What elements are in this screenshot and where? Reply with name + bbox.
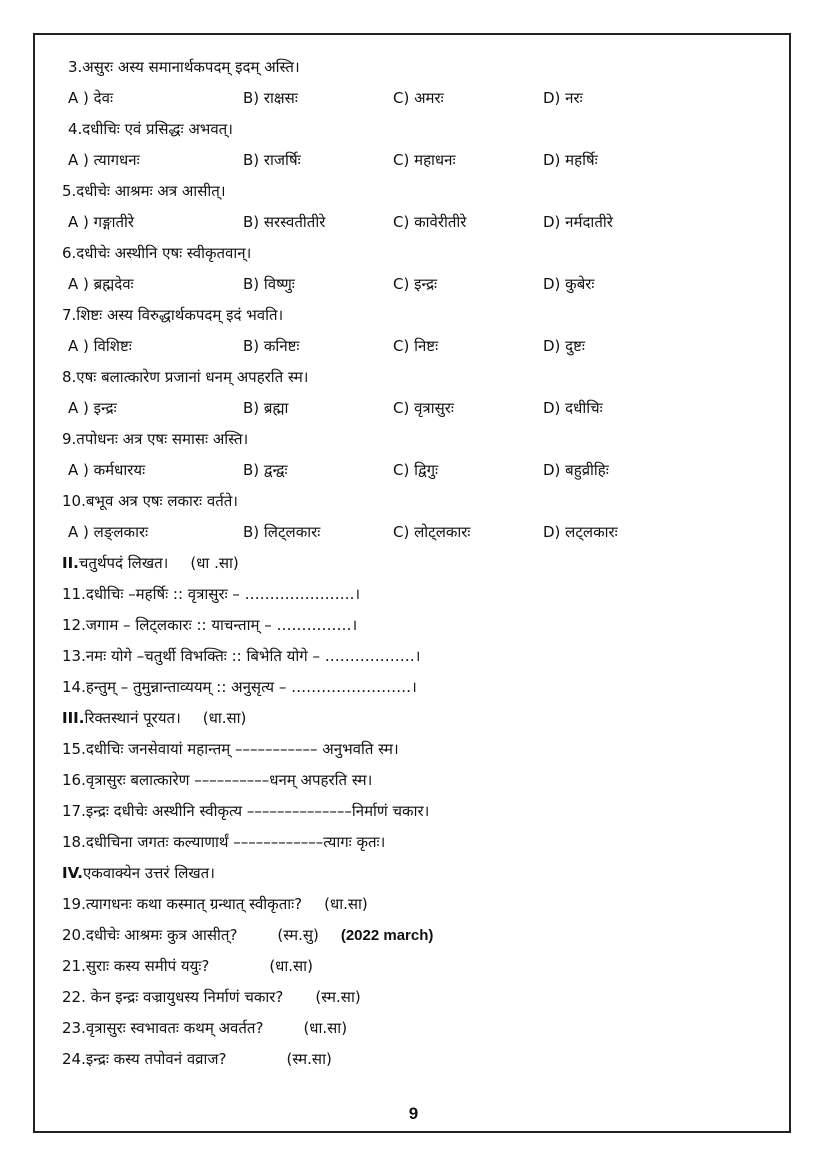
option-a: A ) विशिष्टः bbox=[68, 337, 132, 355]
options-row bbox=[62, 83, 782, 114]
worksheet-content bbox=[62, 52, 782, 1075]
option-b: B) राजर्षिः bbox=[243, 151, 301, 169]
question-3: 3.असुरः अस्य समानार्थकपदम् इदम् अस्ति। bbox=[68, 58, 300, 76]
section-4-label: IV. bbox=[62, 864, 83, 882]
source-tag: (स्म.सु) bbox=[277, 926, 319, 944]
option-c: C) इन्द्रः bbox=[393, 275, 438, 293]
question-21 bbox=[62, 951, 782, 982]
option-c: C) निष्टः bbox=[393, 337, 439, 355]
question-10: 10.बभूव अत्र एषः लकारः वर्तते। bbox=[62, 492, 238, 510]
question-text: 21.सुराः कस्य समीपं ययुः? bbox=[62, 957, 210, 975]
option-d: D) दधीचिः bbox=[543, 399, 603, 417]
option-c: C) लोट्लकारः bbox=[393, 523, 471, 541]
question-7: 7.शिष्टः अस्य विरुद्धार्थकपदम् इदं भवति। bbox=[62, 306, 284, 324]
option-a: A ) इन्द्रः bbox=[68, 399, 117, 417]
question-text: 23.वृत्रासुरः स्वभावतः कथम् अवर्तत? bbox=[62, 1019, 264, 1037]
options-row bbox=[62, 269, 782, 300]
analogy-12: 12.जगाम – लिट्लकारः :: याचन्ताम् – ……………। bbox=[62, 616, 358, 634]
option-b: B) द्वन्द्वः bbox=[243, 461, 288, 479]
blank-17: 17.इन्द्रः दधीचेः अस्थीनि स्वीकृत्य ––––––––––––––निर्माणं चकार। bbox=[62, 802, 430, 820]
option-b: B) कनिष्टः bbox=[243, 337, 300, 355]
option-a: A ) ब्रह्मदेवः bbox=[68, 275, 134, 293]
analogy-11: 11.दधीचिः –महर्षिः :: वृत्रासुरः – ………………….। bbox=[62, 585, 361, 603]
options-row bbox=[62, 331, 782, 362]
question-19 bbox=[62, 889, 782, 920]
section-2-label: II. bbox=[62, 554, 79, 572]
option-c: C) अमरः bbox=[393, 89, 444, 107]
source-tag: (धा.सा) bbox=[324, 895, 368, 913]
options-row bbox=[62, 393, 782, 424]
source-tag: (स्म.सा) bbox=[286, 1050, 332, 1068]
option-a: A ) त्यागधनः bbox=[68, 151, 140, 169]
blank-18: 18.दधीचिना जगतः कल्याणार्थं ––––––––––––त्यागः कृतः। bbox=[62, 833, 386, 851]
question-5: 5.दधीचेः आश्रमः अत्र आसीत्। bbox=[62, 182, 226, 200]
option-d: D) बहुव्रीहिः bbox=[543, 461, 609, 479]
analogy-13: 13.नमः योगे –चतुर्थी विभक्तिः :: बिभेति योगे – ………………। bbox=[62, 647, 421, 665]
section-2-heading bbox=[62, 548, 782, 579]
question-24 bbox=[62, 1044, 782, 1075]
question-23 bbox=[62, 1013, 782, 1044]
option-c: C) वृत्रासुरः bbox=[393, 399, 454, 417]
option-d: D) दुष्टः bbox=[543, 337, 585, 355]
question-6: 6.दधीचेः अस्थीनि एषः स्वीकृतवान्। bbox=[62, 244, 252, 262]
question-8: 8.एषः बलात्कारेण प्रजानां धनम् अपहरति स्म। bbox=[62, 368, 309, 386]
option-a: A ) लङ्लकारः bbox=[68, 523, 149, 541]
option-b: B) राक्षसः bbox=[243, 89, 298, 107]
option-d: D) नरः bbox=[543, 89, 583, 107]
section-2-title: चतुर्थपदं लिखत। bbox=[78, 554, 169, 572]
page-number: 9 bbox=[408, 1104, 419, 1123]
question-4: 4.दधीचिः एवं प्रसिद्धः अभवत्। bbox=[68, 120, 233, 138]
question-text: 24.इन्द्रः कस्य तपोवनं वव्राज? bbox=[62, 1050, 227, 1068]
options-row bbox=[62, 207, 782, 238]
option-a: A ) गङ्गातीरे bbox=[68, 213, 135, 231]
question-9: 9.तपोधनः अत्र एषः समासः अस्ति। bbox=[62, 430, 249, 448]
question-text: 19.त्यागधनः कथा कस्मात् ग्रन्थात् स्वीकृताः? bbox=[62, 895, 303, 913]
option-c: C) द्विगुः bbox=[393, 461, 439, 479]
option-b: B) विष्णुः bbox=[243, 275, 295, 293]
section-4-heading bbox=[62, 858, 782, 889]
options-row bbox=[62, 145, 782, 176]
option-b: B) ब्रह्मा bbox=[243, 399, 289, 417]
source-tag: (धा .सा) bbox=[190, 554, 239, 572]
option-c: C) कावेरीतीरे bbox=[393, 213, 467, 231]
option-d: D) कुबेरः bbox=[543, 275, 595, 293]
question-22 bbox=[62, 982, 782, 1013]
analogy-14: 14.हन्तुम् – तुमुन्नान्ताव्ययम् :: अनुसृत्य – ……………………। bbox=[62, 678, 417, 696]
section-3-title: रिक्तस्थानं पूरयत। bbox=[84, 709, 181, 727]
section-3-heading bbox=[62, 703, 782, 734]
source-tag: (धा.सा) bbox=[303, 1019, 348, 1037]
section-4-title: एकवाक्येन उत्तरं लिखत। bbox=[82, 864, 215, 882]
question-text: 22. केन इन्द्रः वज्रायुधस्य निर्माणं चकार? bbox=[62, 988, 284, 1006]
source-tag: (स्म.सा) bbox=[315, 988, 361, 1006]
option-d: D) महर्षिः bbox=[543, 151, 598, 169]
blank-15: 15.दधीचिः जनसेवायां महान्तम् ––––––––––– अनुभवति स्म। bbox=[62, 740, 399, 758]
source-tag: (धा.सा) bbox=[202, 709, 247, 727]
question-20 bbox=[62, 920, 782, 951]
option-d: D) नर्मदातीरे bbox=[543, 213, 613, 231]
option-a: A ) देवः bbox=[68, 89, 113, 107]
blank-16: 16.वृत्रासुरः बलात्कारेण ––––––––––धनम् अपहरति स्म। bbox=[62, 771, 373, 789]
source-tag: (धा.सा) bbox=[269, 957, 313, 975]
option-d: D) लट्लकारः bbox=[543, 523, 618, 541]
section-3-label: III. bbox=[62, 709, 85, 727]
options-row bbox=[62, 517, 782, 548]
options-row bbox=[62, 455, 782, 486]
option-b: B) सरस्वतीतीरे bbox=[243, 213, 326, 231]
option-a: A ) कर्मधारयः bbox=[68, 461, 146, 479]
exam-note: (2022 march) bbox=[340, 927, 434, 944]
question-text: 20.दधीचेः आश्रमः कुत्र आसीत्? bbox=[62, 926, 238, 944]
option-b: B) लिट्लकारः bbox=[243, 523, 321, 541]
option-c: C) महाधनः bbox=[393, 151, 456, 169]
